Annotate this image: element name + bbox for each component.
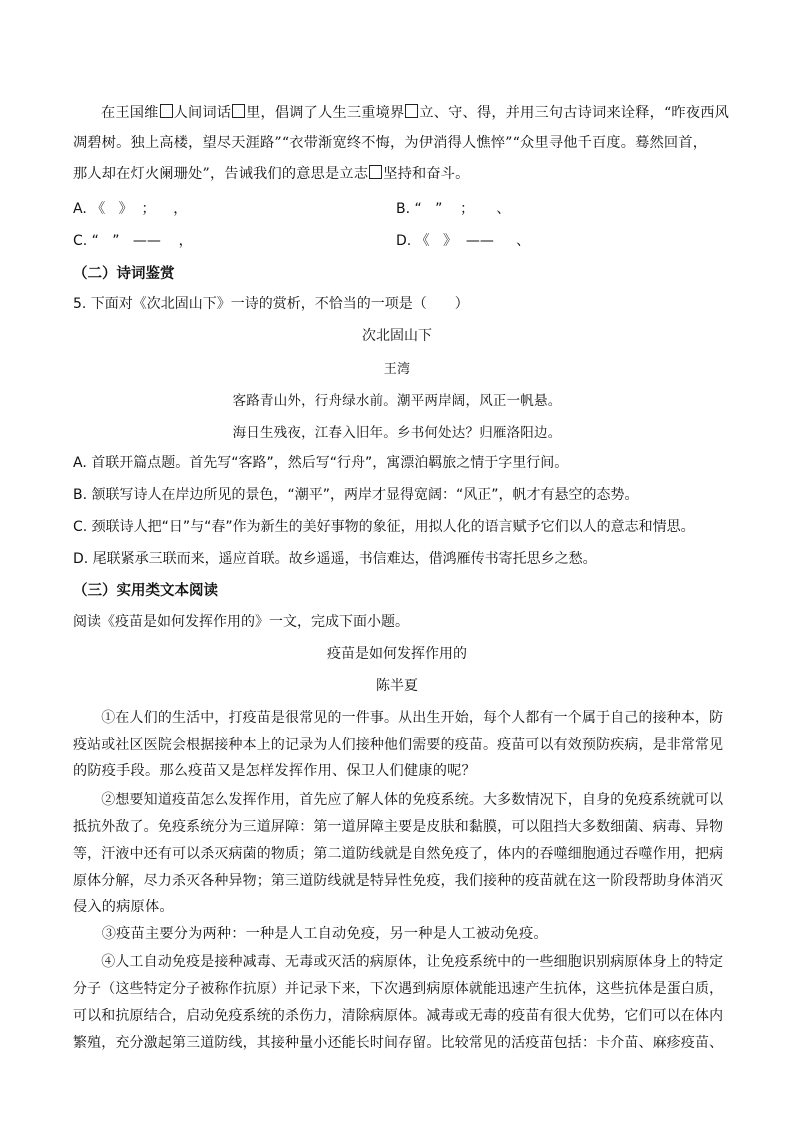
q4-stem-line-1: 在王国维 人间词话 里，倡调了人生三重境界 立、守、得，并用三句古诗词来诠释，“昨夜西风: [101, 105, 729, 121]
article-title: 疫苗是如何发挥作用的: [327, 646, 467, 662]
reading-intro: 阅读《疫苗是如何发挥作用的》一文，完成下面小题。: [73, 614, 409, 630]
blank-box: [160, 104, 173, 118]
section-heading-practical-text: （三）实用类文本阅读: [73, 583, 218, 599]
poem-title: 次北固山下: [362, 328, 432, 344]
poem-line-1: 客路青山外，行舟绿水前。潮平两岸阔，风正一帆悬。: [232, 393, 562, 409]
q4-option-a[interactable]: A. 《 》 ； ，: [73, 201, 188, 217]
article-line: ②想要知道疫苗怎么发挥作用，首先应了解人体的免疫系统。大多数情况下，自身的免疫系统就可以: [73, 792, 724, 808]
article-line: 原体分解，尽力杀灭各种异物；第三道防线就是特异性免疫，我们接种的疫苗就在这一阶段帮助身体消灭: [73, 873, 724, 889]
q5-option-d[interactable]: D. 尾联紧承三联而来，遥应首联。故乡遥遥，书信难达，借鸿雁传书寄托思乡之愁。: [73, 551, 597, 567]
q4-stem-line-2: 凋碧树。独上高楼，望尽天涯路”“衣带渐宽终不悔，为伊消得人憔悴”“众里寻他千百度。蓦然回首，: [73, 135, 708, 151]
article-line: 分子（这些特定分子被称作抗原）并记录下来，下次遇到病原体就能迅速产生抗体，这些抗体是蛋白质，: [73, 981, 724, 997]
poem-author: 王湾: [383, 362, 411, 377]
poem-line-2: 海日生残夜，江春入旧年。乡书何处达？归雁洛阳边。: [232, 425, 562, 441]
q5-option-c[interactable]: C. 颈联诗人把“日”与“春”作为新生的美好事物的象征，用拟人化的语言赋予它们以人的意志和情思。: [73, 519, 695, 535]
section-heading-poetry: （二）诗词鉴赏: [73, 266, 175, 282]
blank-box: [405, 104, 418, 118]
article-line: ①在人们的生活中，打疫苗是很常见的一件事。从出生开始，每个人都有一个属于自己的接种本，防: [73, 710, 724, 726]
q4-option-b[interactable]: B. “ ” ； 、: [396, 201, 511, 217]
blank-box: [369, 165, 382, 179]
article-line: 的防疫手段。那么疫苗又是怎样发挥作用、保卫人们健康的呢？: [73, 763, 476, 779]
article-line: ③疫苗主要分为两种：一种是人工自动免疫，另一种是人工被动免疫。: [73, 926, 548, 942]
article-line: 抵抗外敌了。免疫系统分为三道屏障：第一道屏障主要是皮肤和黏膜，可以阻挡大多数细菌、病毒、异物: [73, 819, 724, 835]
article-line: 等，汗液中还有可以杀灭病菌的物质；第二道防线就是自然免疫了，体内的吞噬细胞通过吞噬作用，把病: [73, 846, 724, 862]
q5-option-b[interactable]: B. 颔联写诗人在岸边所见的景色，“潮平”，两岸才显得宽阔：“风正”，帆才有悬空的态势。: [73, 487, 639, 503]
q4-option-c[interactable]: C. “ ” —— ，: [73, 233, 193, 249]
q4-stem-line-3: 那人却在灯火阑珊处”，告诫我们的意思是立志 坚持和奋斗。: [73, 166, 470, 182]
q5-option-a[interactable]: A. 首联开篇点题。首先写“客路”，然后写“行舟”，寓漂泊羁旅之情于字里行间。: [73, 455, 569, 471]
article-author: 陈半夏: [376, 678, 418, 694]
article-line: 可以和抗原结合，启动免疫系统的杀伤力，清除病原体。减毒或无毒的疫苗有很大优势，它们可以在体内: [73, 1008, 724, 1024]
article-line: 侵入的病原体。: [73, 899, 174, 915]
article-line: 疫站或社区医院会根据接种本上的记录为人们接种他们需要的疫苗。疫苗可以有效预防疾病，是非常常见: [73, 737, 724, 753]
article-line: ④人工自动免疫是接种减毒、无毒或灭活的病原体，让免疫系统中的一些细胞识别病原体身上的特定: [73, 954, 724, 970]
q5-question: 5. 下面对《次北固山下》一诗的赏析，不恰当的一项是（ ）: [73, 296, 469, 312]
q4-option-d[interactable]: D. 《 》 —— 、: [396, 233, 531, 249]
blank-box: [232, 104, 245, 118]
article-line: 繁殖，充分激起第三道防线，其接种量小还能长时间存留。比较常见的活疫苗包括：卡介苗、麻疹疫苗、: [73, 1035, 724, 1051]
